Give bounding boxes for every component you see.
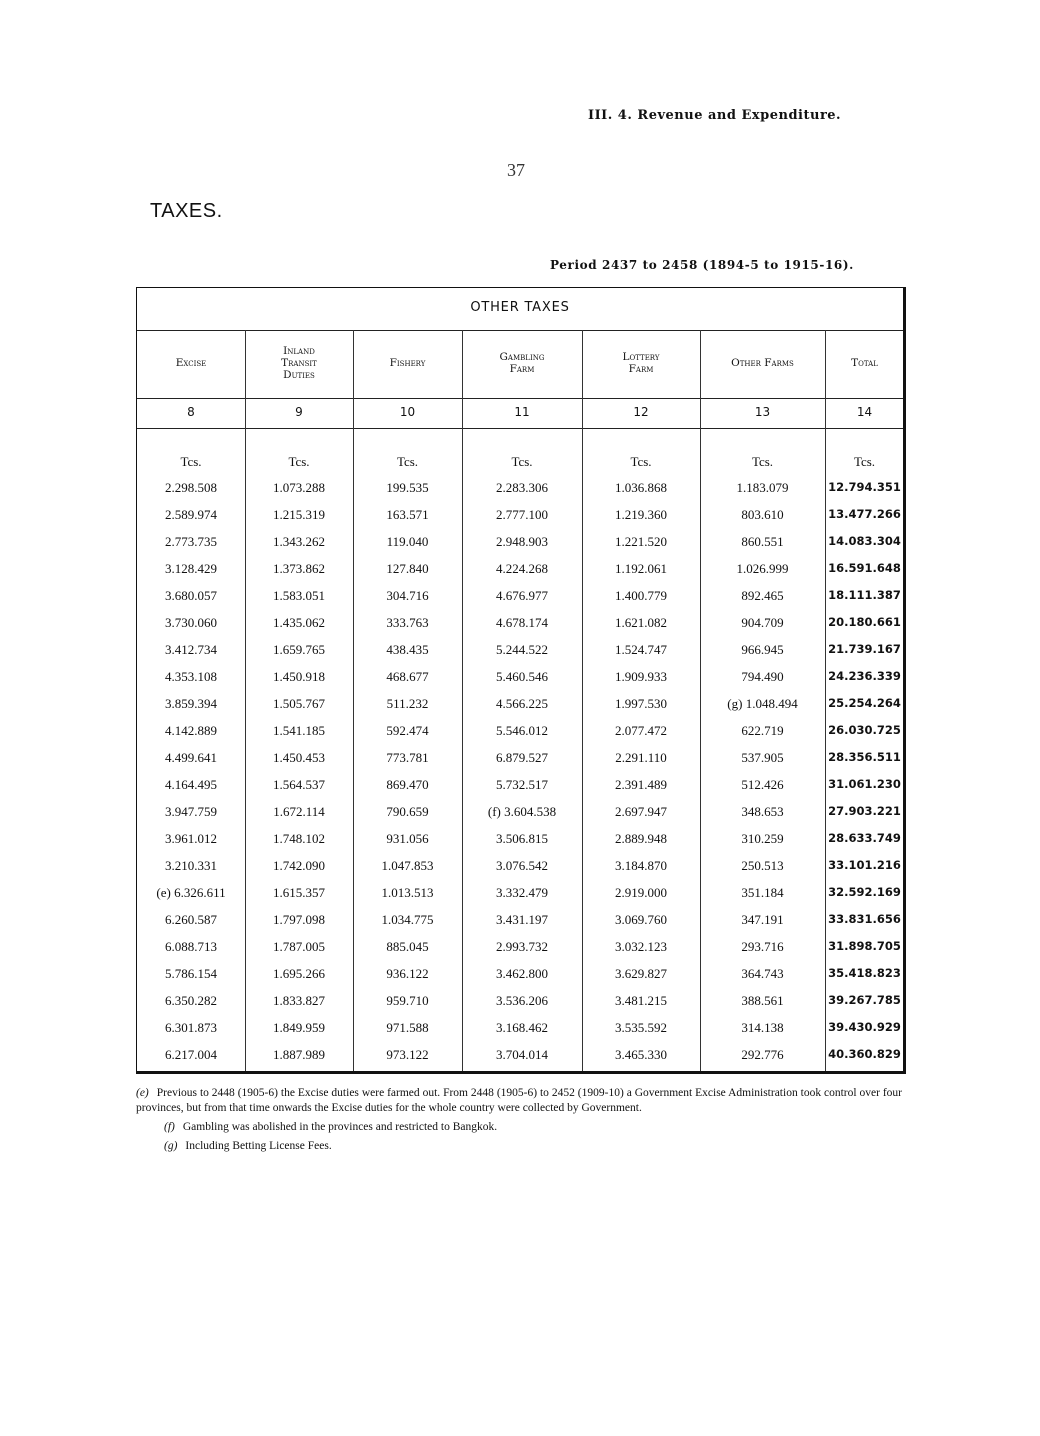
column-number: 8: [187, 405, 195, 419]
table-cell-other-farms: 314.138: [741, 1020, 784, 1035]
table-cell-gambling-farm: 5.546.012: [496, 723, 548, 738]
table-cell-gambling-farm: 3.536.206: [496, 993, 548, 1008]
table-cell-excise: 6.350.282: [165, 993, 217, 1008]
table-cell-fishery: 163.571: [386, 507, 429, 522]
table-cell-fishery: 773.781: [386, 750, 429, 765]
column-header-inland-transit-duties: Inland Transit Duties: [281, 345, 317, 381]
page-number: 37: [507, 160, 525, 180]
table-cell-other-farms: 348.653: [741, 804, 784, 819]
table-cell-excise: 3.961.012: [165, 831, 217, 846]
table-cell-other-farms: 1.026.999: [736, 561, 789, 576]
table-cell-total: 24.236.339: [828, 669, 901, 683]
table-cell-lottery-farm: 2.919.000: [615, 885, 667, 900]
table-cell-excise: 6.301.873: [165, 1020, 217, 1035]
table-cell-inland-transit-duties: 1.748.102: [273, 831, 325, 846]
table-cell-fishery: 971.588: [386, 1020, 429, 1035]
table-cell-fishery: 885.045: [386, 939, 429, 954]
table-cell-inland-transit-duties: 1.450.453: [273, 750, 325, 765]
table-cell-excise: 6.217.004: [165, 1047, 217, 1062]
table-cell-other-farms: 803.610: [741, 507, 784, 522]
table-cell-inland-transit-duties: 1.583.051: [273, 588, 325, 603]
column-header-gambling-farm: Gambling Farm: [499, 351, 545, 375]
table-cell-inland-transit-duties: 1.659.765: [273, 642, 325, 657]
table-cell-inland-transit-duties: 1.505.767: [273, 696, 325, 711]
table-cell-other-farms: 310.259: [741, 831, 784, 846]
table-cell-total: 31.061.230: [828, 777, 901, 791]
group-header-rule: [137, 330, 903, 331]
footnote: [136, 1139, 902, 1154]
table-cell-inland-transit-duties: 1.343.262: [273, 534, 325, 549]
table-cell-gambling-farm: 2.283.306: [496, 480, 548, 495]
table-cell-fishery: 127.840: [386, 561, 429, 576]
column-header-fishery: Fishery: [389, 357, 426, 369]
table-cell-lottery-farm: 3.465.330: [615, 1047, 667, 1062]
table-cell-other-farms: 388.561: [741, 993, 784, 1008]
table-cell-inland-transit-duties: 1.541.185: [273, 723, 325, 738]
column-number: 10: [399, 405, 416, 419]
table-cell-excise: 4.353.108: [165, 669, 217, 684]
table-cell-total: 14.083.304: [828, 534, 901, 548]
table-cell-gambling-farm: 2.777.100: [496, 507, 548, 522]
footnote-mark: (f): [164, 1121, 175, 1133]
table-cell-gambling-farm: 4.678.174: [496, 615, 548, 630]
table-cell-total: 21.739.167: [828, 642, 901, 656]
table-cell-total: 39.430.929: [828, 1020, 901, 1034]
table-cell-lottery-farm: 2.391.489: [615, 777, 667, 792]
table-cell-inland-transit-duties: 1.450.918: [273, 669, 325, 684]
footnote-text: Previous to 2448 (1905-6) the Excise duties were farmed out. From 2448 (1905-6) to 2452 (1909-10) a Government Excise Administration took control over four provinces, but from that time onwards the Excise duties for the whole country were collected by Government.: [136, 1087, 902, 1114]
table-cell-lottery-farm: 3.481.215: [615, 993, 667, 1008]
table-cell-inland-transit-duties: 1.615.357: [273, 885, 325, 900]
table-cell-lottery-farm: 1.400.779: [615, 588, 667, 603]
unit-label: Tcs.: [288, 454, 310, 469]
table-cell-inland-transit-duties: 1.373.862: [273, 561, 325, 576]
table-cell-lottery-farm: 1.909.933: [615, 669, 667, 684]
table-cell-fishery: 438.435: [386, 642, 429, 657]
table-cell-excise: 3.210.331: [165, 858, 217, 873]
unit-label: Tcs.: [853, 454, 876, 469]
table-cell-fishery: 511.232: [386, 696, 429, 711]
table-cell-inland-transit-duties: 1.672.114: [273, 804, 325, 819]
table-cell-gambling-farm: 3.076.542: [496, 858, 548, 873]
table-cell-total: 28.633.749: [828, 831, 901, 845]
table-cell-other-farms: 794.490: [741, 669, 784, 684]
table-cell-lottery-farm: 1.036.868: [615, 480, 667, 495]
footnote: [136, 1120, 902, 1135]
table-cell-fishery: 1.047.853: [381, 858, 434, 873]
table-cell-other-farms: 364.743: [741, 966, 784, 981]
section-title: TAXES.: [150, 200, 223, 222]
taxes-table: [136, 287, 906, 1074]
table-cell-fishery: 1.034.775: [381, 912, 434, 927]
table-cell-inland-transit-duties: 1.849.959: [273, 1020, 325, 1035]
table-cell-excise: 2.773.735: [165, 534, 217, 549]
table-cell-fishery: 592.474: [386, 723, 429, 738]
table-cell-total: 25.254.264: [828, 696, 901, 710]
footnote-mark: (g): [164, 1140, 178, 1152]
table-cell-total: 16.591.648: [828, 561, 901, 575]
table-cell-total: 31.898.705: [828, 939, 901, 953]
table-cell-total: 39.267.785: [828, 993, 901, 1007]
table-cell-other-farms: 351.184: [741, 885, 784, 900]
table-cell-fishery: 790.659: [386, 804, 429, 819]
table-cell-fishery: 119.040: [386, 534, 429, 549]
running-head: III. 4. Revenue and Expenditure.: [588, 108, 842, 123]
table-cell-gambling-farm: 2.993.732: [496, 939, 548, 954]
table-cell-excise: 6.088.713: [165, 939, 217, 954]
table-cell-fishery: 869.470: [386, 777, 429, 792]
unit-label: Tcs.: [751, 454, 774, 469]
table-cell-gambling-farm: 2.948.903: [496, 534, 548, 549]
table-cell-lottery-farm: 2.077.472: [615, 723, 667, 738]
column-number: 12: [633, 405, 649, 419]
table-cell-other-farms: 250.513: [741, 858, 784, 873]
table-cell-fishery: 936.122: [386, 966, 429, 981]
footnotes: [136, 1086, 902, 1158]
table-cell-excise: 3.680.057: [165, 588, 217, 603]
table-cell-lottery-farm: 3.535.592: [615, 1020, 667, 1035]
table-cell-fishery: 959.710: [386, 993, 429, 1008]
table-cell-fishery: 1.013.513: [381, 885, 434, 900]
table-cell-inland-transit-duties: 1.797.098: [273, 912, 325, 927]
column-header-total: Total: [851, 357, 878, 369]
unit-label: Tcs.: [630, 454, 652, 469]
table-cell-inland-transit-duties: 1.695.266: [273, 966, 325, 981]
column-number: 11: [514, 405, 530, 419]
table-cell-total: 28.356.511: [828, 750, 901, 764]
table-cell-lottery-farm: 1.524.747: [615, 642, 667, 657]
table-cell-excise: 4.164.495: [165, 777, 217, 792]
table-cell-fishery: 333.763: [386, 615, 429, 630]
table-cell-excise: 3.859.394: [165, 696, 217, 711]
table-cell-excise: 2.298.508: [165, 480, 217, 495]
table-cell-excise: (e) 6.326.611: [156, 885, 226, 900]
column-header-excise: Excise: [175, 357, 207, 369]
table-cell-other-farms: 293.716: [741, 939, 784, 954]
table-cell-total: 32.592.169: [828, 885, 901, 899]
table-cell-other-farms: 966.945: [741, 642, 784, 657]
table-cell-lottery-farm: 1.997.530: [615, 696, 667, 711]
table-cell-lottery-farm: 1.621.082: [615, 615, 667, 630]
table-cell-lottery-farm: 3.184.870: [615, 858, 667, 873]
table-cell-total: 40.360.829: [828, 1047, 901, 1061]
table-cell-fishery: 468.677: [386, 669, 429, 684]
table-cell-excise: 3.947.759: [165, 804, 217, 819]
table-cell-other-farms: 892.465: [741, 588, 784, 603]
table-cell-inland-transit-duties: 1.215.319: [273, 507, 325, 522]
table-cell-lottery-farm: 3.032.123: [615, 939, 667, 954]
table-cell-lottery-farm: 3.629.827: [615, 966, 667, 981]
footnote-text: Including Betting License Fees.: [185, 1140, 332, 1152]
table-cell-inland-transit-duties: 1.564.537: [273, 777, 325, 792]
table-cell-gambling-farm: 5.732.517: [496, 777, 548, 792]
table-cell-total: 27.903.221: [828, 804, 901, 818]
table-cell-total: 12.794.351: [828, 480, 901, 494]
column-header-other-farms: Other Farms: [731, 357, 794, 369]
footnote: [136, 1086, 902, 1116]
table-cell-gambling-farm: 5.460.546: [496, 669, 548, 684]
table-cell-gambling-farm: 3.431.197: [496, 912, 548, 927]
table-cell-lottery-farm: 3.069.760: [615, 912, 667, 927]
table-cell-other-farms: 347.191: [741, 912, 784, 927]
table-cell-fishery: 304.716: [386, 588, 429, 603]
table-cell-lottery-farm: 1.192.061: [615, 561, 667, 576]
table-cell-fishery: 931.056: [386, 831, 429, 846]
table-cell-other-farms: 860.551: [741, 534, 784, 549]
table-cell-excise: 6.260.587: [165, 912, 217, 927]
table-cell-excise: 5.786.154: [165, 966, 217, 981]
table-cell-excise: 4.142.889: [165, 723, 217, 738]
table-cell-other-farms: 622.719: [741, 723, 784, 738]
table-cell-total: 18.111.387: [828, 588, 901, 602]
table-cell-other-farms: 904.709: [741, 615, 784, 630]
table-cell-inland-transit-duties: 1.833.827: [273, 993, 325, 1008]
table-cell-gambling-farm: (f) 3.604.538: [487, 804, 557, 819]
table-cell-lottery-farm: 2.889.948: [615, 831, 667, 846]
table-cell-total: 35.418.823: [828, 966, 901, 980]
table-cell-fishery: 199.535: [386, 480, 429, 495]
table-cell-gambling-farm: 3.704.014: [496, 1047, 548, 1062]
table-cell-fishery: 973.122: [386, 1047, 429, 1062]
table-cell-inland-transit-duties: 1.887.989: [273, 1047, 325, 1062]
table-cell-total: 33.831.656: [828, 912, 901, 926]
table-cell-other-farms: (g) 1.048.494: [727, 696, 798, 711]
unit-label: Tcs.: [396, 454, 419, 469]
table-cell-gambling-farm: 6.879.527: [496, 750, 548, 765]
table-cell-lottery-farm: 2.291.110: [615, 750, 667, 765]
table-cell-gambling-farm: 3.462.800: [496, 966, 548, 981]
table-cell-lottery-farm: 1.219.360: [615, 507, 667, 522]
table-cell-excise: 3.412.734: [165, 642, 217, 657]
table-cell-other-farms: 1.183.079: [736, 480, 789, 495]
footnote-mark: (e): [136, 1087, 149, 1099]
table-cell-gambling-farm: 5.244.522: [496, 642, 548, 657]
column-number: 13: [754, 405, 771, 419]
column-number-rule: [137, 428, 903, 429]
table-cell-other-farms: 292.776: [741, 1047, 784, 1062]
table-cell-excise: 3.128.429: [165, 561, 217, 576]
table-cell-gambling-farm: 3.332.479: [496, 885, 548, 900]
table-cell-excise: 4.499.641: [165, 750, 217, 765]
table-cell-other-farms: 512.426: [741, 777, 784, 792]
table-cell-other-farms: 537.905: [741, 750, 784, 765]
table-cell-inland-transit-duties: 1.435.062: [273, 615, 325, 630]
table-cell-total: 26.030.725: [828, 723, 901, 737]
group-header: OTHER TAXES: [470, 300, 570, 315]
table-cell-lottery-farm: 2.697.947: [615, 804, 667, 819]
column-number: 14: [856, 405, 873, 419]
column-header-lottery-farm: Lottery Farm: [622, 351, 660, 375]
table-cell-inland-transit-duties: 1.787.005: [273, 939, 325, 954]
table-cell-inland-transit-duties: 1.073.288: [273, 480, 325, 495]
table-cell-inland-transit-duties: 1.742.090: [273, 858, 325, 873]
period-caption: Period 2437 to 2458 (1894-5 to 1915-16).: [550, 258, 854, 272]
table-cell-total: 20.180.661: [828, 615, 901, 629]
table-cell-excise: 2.589.974: [165, 507, 217, 522]
table-cell-excise: 3.730.060: [165, 615, 217, 630]
table-cell-lottery-farm: 1.221.520: [615, 534, 667, 549]
table-cell-gambling-farm: 4.224.268: [496, 561, 548, 576]
table-cell-gambling-farm: 4.566.225: [496, 696, 548, 711]
table-cell-total: 33.101.216: [828, 858, 901, 872]
unit-label: Tcs.: [180, 454, 202, 469]
table-cell-total: 13.477.266: [828, 507, 901, 521]
table-cell-gambling-farm: 3.168.462: [496, 1020, 548, 1035]
unit-label: Tcs.: [511, 454, 533, 469]
footnote-text: Gambling was abolished in the provinces and restricted to Bangkok.: [182, 1121, 498, 1133]
table-cell-gambling-farm: 4.676.977: [496, 588, 548, 603]
column-number: 9: [295, 405, 303, 419]
table-cell-gambling-farm: 3.506.815: [496, 831, 548, 846]
header-rule: [137, 398, 903, 399]
